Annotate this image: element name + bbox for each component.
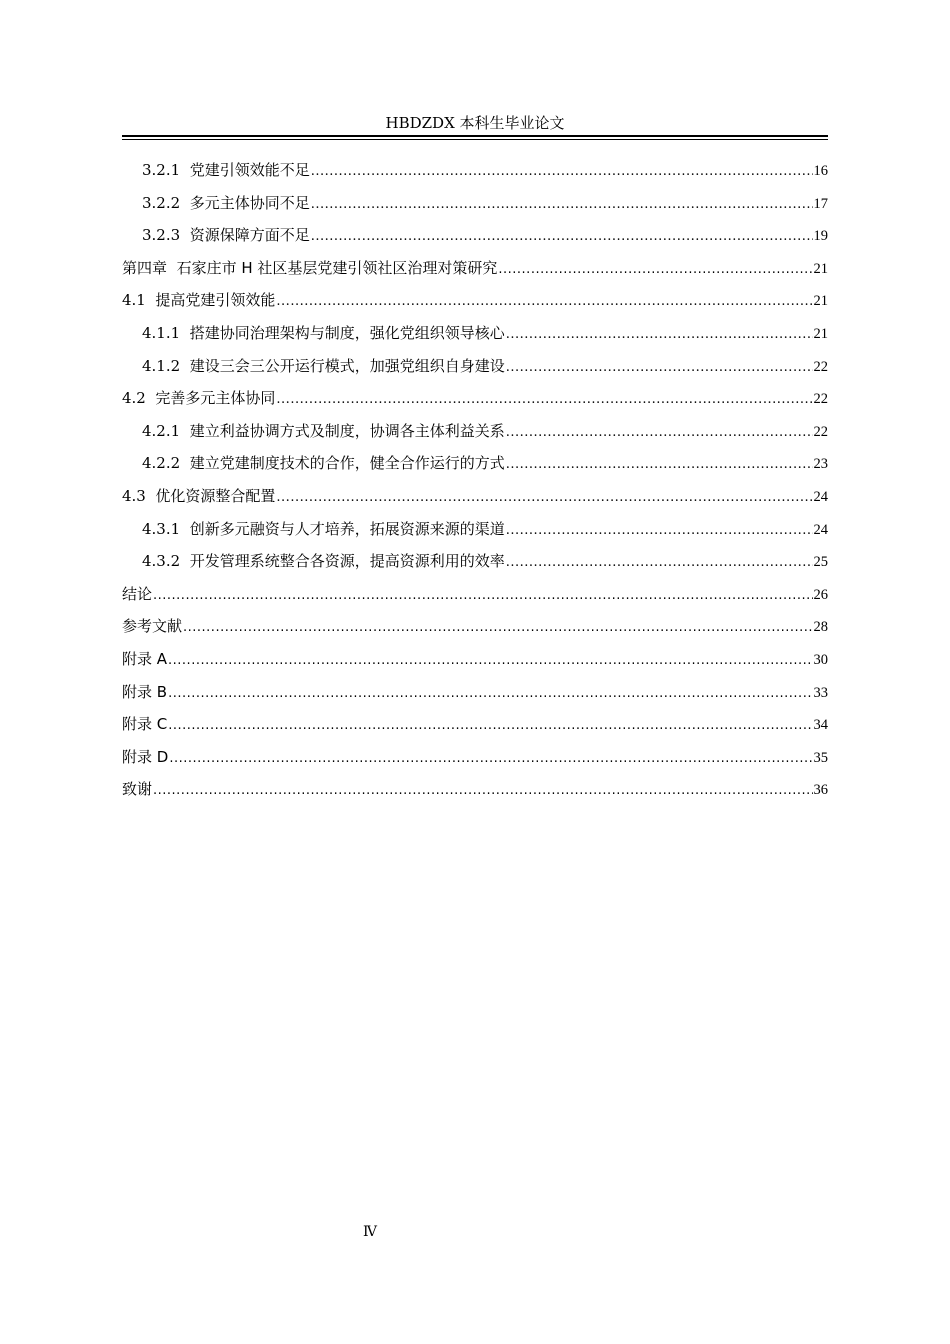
- toc-entry-gap: [180, 449, 190, 477]
- toc-entry-number: 4.3: [122, 486, 146, 505]
- toc-dot-leader: [183, 614, 812, 642]
- toc-entry-gap: [180, 547, 190, 575]
- toc-entry-number: 4.3.1: [142, 519, 181, 538]
- toc-entry-gap: [180, 189, 190, 217]
- toc-entry-title: 附录 A: [122, 649, 168, 668]
- toc-entry-number: 4.3.2: [142, 552, 181, 571]
- toc-entry[interactable]: [122, 515, 828, 548]
- toc-entry-page: 26: [813, 586, 828, 603]
- toc-entry-page: 23: [813, 456, 828, 473]
- toc-entry-number: 3.2.3: [142, 226, 181, 245]
- header-rule-thick: [122, 135, 828, 137]
- toc-entry-page: 24: [813, 488, 828, 505]
- toc-entry[interactable]: [122, 286, 828, 319]
- toc-entry-title: 完善多元主体协同: [155, 389, 276, 408]
- toc-entry[interactable]: [122, 580, 828, 613]
- toc-entry[interactable]: [122, 482, 828, 515]
- toc-entry-page: 24: [813, 521, 828, 538]
- toc-entry[interactable]: [122, 775, 828, 808]
- toc-entry[interactable]: [122, 319, 828, 352]
- toc-entry-title: 建设三会三公开运行模式，加强党组织自身建设: [189, 356, 505, 375]
- toc-dot-leader: [498, 256, 812, 284]
- toc-entry-gap: [180, 221, 190, 249]
- toc-dot-leader: [311, 191, 813, 219]
- toc-entry-gap: [180, 319, 190, 347]
- toc-dot-leader: [506, 419, 813, 447]
- toc-entry-title: 石家庄市 H 社区基层党建引领社区治理对策研究: [176, 258, 498, 277]
- toc-dot-leader: [168, 680, 812, 708]
- running-header: HBDZDX 本科生毕业论文: [385, 114, 565, 132]
- toc-entry-gap: [180, 417, 190, 445]
- toc-entry-title: 附录 D: [122, 747, 169, 766]
- toc-entry-title: 附录 B: [122, 682, 168, 701]
- toc-dot-leader: [168, 647, 812, 675]
- toc-entry-page: 35: [813, 749, 828, 766]
- toc-dot-leader: [311, 223, 813, 251]
- toc-entry-title: 建立党建制度技术的合作，健全合作运行的方式: [189, 454, 505, 473]
- toc-entry-title: 开发管理系统整合各资源，提高资源利用的效率: [189, 552, 505, 571]
- toc-entry-page: 21: [813, 293, 828, 310]
- toc-dot-leader: [276, 484, 812, 512]
- toc-entry[interactable]: [122, 645, 828, 678]
- toc-entry-number: 3.2.2: [142, 193, 181, 212]
- toc-entry[interactable]: [122, 678, 828, 711]
- toc-entry[interactable]: [122, 547, 828, 580]
- toc-entry-number: 4.2: [122, 389, 146, 408]
- toc-entry-number: 第四章: [122, 258, 168, 277]
- toc-entry[interactable]: [122, 189, 828, 222]
- toc-entry[interactable]: [122, 352, 828, 385]
- toc-entry[interactable]: [122, 710, 828, 743]
- toc-entry-number: 4.1: [122, 291, 146, 310]
- toc-entry-title: 附录 C: [122, 715, 168, 734]
- toc-entry-title: 结论: [122, 584, 153, 603]
- toc-entry-number: 4.1.2: [142, 356, 181, 375]
- toc-entry-title: 资源保障方面不足: [189, 226, 310, 245]
- toc-dot-leader: [169, 745, 812, 773]
- toc-entry-title: 优化资源整合配置: [155, 486, 276, 505]
- toc-dot-leader: [276, 288, 812, 316]
- page-number: Ⅳ: [363, 1224, 377, 1240]
- toc-entry-page: 34: [813, 717, 828, 734]
- toc-entry-page: 25: [813, 554, 828, 571]
- toc-entry-title: 提高党建引领效能: [155, 291, 276, 310]
- toc-entry-gap: [180, 515, 190, 543]
- toc-dot-leader: [153, 777, 812, 805]
- toc-entry-page: 22: [813, 391, 828, 408]
- toc-dot-leader: [506, 321, 813, 349]
- table-of-contents: [122, 156, 828, 808]
- toc-dot-leader: [153, 582, 812, 610]
- toc-entry-title: 搭建协同治理架构与制度，强化党组织领导核心: [189, 323, 505, 342]
- toc-entry-title: 党建引领效能不足: [189, 161, 310, 179]
- toc-entry[interactable]: [122, 612, 828, 645]
- toc-entry-gap: [146, 482, 156, 510]
- toc-dot-leader: [168, 712, 812, 740]
- toc-entry-page: 19: [813, 228, 828, 245]
- toc-dot-leader: [506, 354, 813, 382]
- toc-entry[interactable]: [122, 743, 828, 776]
- toc-entry-title: 创新多元融资与人才培养，拓展资源来源的渠道: [189, 519, 505, 538]
- toc-dot-leader: [276, 386, 812, 414]
- toc-entry-gap: [180, 156, 190, 184]
- toc-entry-page: 36: [813, 782, 828, 799]
- toc-entry-page: 21: [813, 325, 828, 342]
- toc-entry-gap: [180, 352, 190, 380]
- toc-entry[interactable]: [122, 221, 828, 254]
- toc-entry[interactable]: [122, 449, 828, 482]
- toc-entry-page: 22: [813, 358, 828, 375]
- toc-entry[interactable]: [122, 254, 828, 287]
- toc-entry-gap: [146, 384, 156, 412]
- toc-entry[interactable]: [122, 384, 828, 417]
- toc-dot-leader: [506, 549, 813, 577]
- toc-entry-page: 33: [813, 684, 828, 701]
- toc-dot-leader: [311, 158, 813, 186]
- toc-entry-page: 22: [813, 423, 828, 440]
- toc-entry-title: 致谢: [122, 780, 153, 799]
- toc-entry-gap: [146, 286, 156, 314]
- toc-entry-page: 28: [813, 619, 828, 636]
- toc-entry-page: 16: [813, 163, 828, 179]
- toc-entry-number: 3.2.1: [142, 161, 181, 179]
- header-rule-thin: [122, 139, 828, 140]
- toc-entry-page: 21: [813, 260, 828, 277]
- toc-entry-number: 4.1.1: [142, 323, 181, 342]
- toc-entry-number: 4.2.2: [142, 454, 181, 473]
- toc-dot-leader: [506, 517, 813, 545]
- toc-entry[interactable]: [122, 417, 828, 450]
- toc-entry-page: 17: [813, 195, 828, 212]
- toc-entry-page: 30: [813, 651, 828, 668]
- toc-entry[interactable]: [122, 156, 828, 189]
- toc-entry-title: 参考文献: [122, 617, 183, 636]
- toc-entry-title: 建立利益协调方式及制度，协调各主体利益关系: [189, 421, 505, 440]
- toc-entry-gap: [167, 254, 177, 282]
- toc-entry-number: 4.2.1: [142, 421, 181, 440]
- toc-dot-leader: [506, 451, 813, 479]
- toc-entry-title: 多元主体协同不足: [189, 193, 310, 212]
